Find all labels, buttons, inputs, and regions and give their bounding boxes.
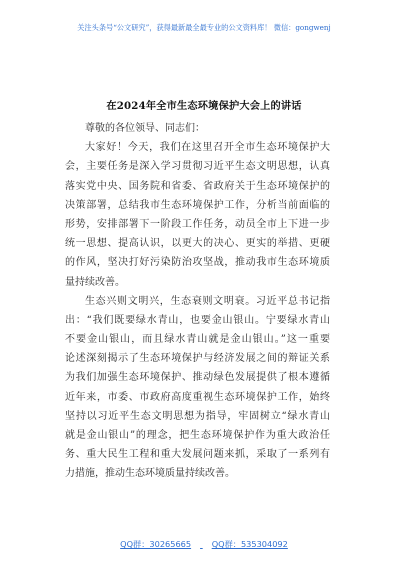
paragraph-line: 为我们加强生态环境保护、推动绿色发展提供了根本遵循 — [65, 372, 330, 384]
paragraph-line: 生态兴则文明兴，生态衰则文明衰。习近平总书记指 — [85, 295, 330, 307]
paragraph-line: 统一思想、提高认识，以更大的决心、更实的举措、更硬 — [65, 238, 330, 250]
paragraph-2 — [65, 292, 330, 484]
paragraph-line: 量持续改善。 — [65, 276, 125, 288]
paragraph-line: 力措施，推动生态环境质量持续改善。 — [65, 468, 235, 480]
paragraph-line: 落实党中央、国务院和省委、省政府关于生态环境保护的 — [65, 180, 330, 192]
paragraph-line: 大家好！今天，我们在这里召开全市生态环境保护大 — [85, 142, 330, 154]
paragraph-line: 就是金山银山”的理念，把生态环境保护作为重大政治任 — [65, 430, 330, 441]
paragraph-1 — [65, 138, 330, 292]
document-body — [65, 119, 330, 484]
paragraph-line: 不要金山银山，而且绿水青山就是金山银山。”这一重要 — [65, 334, 330, 346]
qq-group-2[interactable]: QQ群：535304092 — [211, 539, 288, 549]
salutation: 尊敬的各位领导、同志们： — [85, 123, 205, 134]
qq-group-1[interactable]: QQ群：30265665 — [120, 539, 192, 549]
paragraph-line: 论述深刻揭示了生态环境保护与经济发展之间的辩证关系 — [65, 353, 330, 365]
promo-banner: 关注头条号“公文研究”，获得最新最全最专业的公文资料库！ 微信：gongwenj — [77, 23, 331, 32]
footer-qq-groups — [0, 539, 408, 550]
paragraph-line: 的作风，坚决打好污染防治攻坚战，推动我市生态环境质 — [65, 257, 330, 269]
paragraph-line: 务、重大民生工程和重大发展问题来抓，采取了一系列有 — [65, 449, 330, 461]
paragraph-line: 坚持以习近平生态文明思想为指导，牢固树立“绿水青山 — [65, 410, 330, 422]
paragraph-line: 会，主要任务是深入学习贯彻习近平生态文明思想，认真 — [65, 161, 330, 173]
paragraph-line: 决策部署，总结我市生态环境保护工作，分析当前面临的 — [65, 199, 330, 211]
paragraph-line: 近年来，市委、市政府高度重视生态环境保护工作，始终 — [65, 391, 330, 403]
paragraph-line: 形势，安排部署下一阶段工作任务，动员全市上下进一步 — [65, 218, 330, 230]
paragraph-line: 出：“我们既要绿水青山，也要金山银山。宁要绿水青山 — [65, 314, 330, 326]
document-title: 在2024年全市生态环境保护大会上的讲话 — [106, 100, 302, 112]
